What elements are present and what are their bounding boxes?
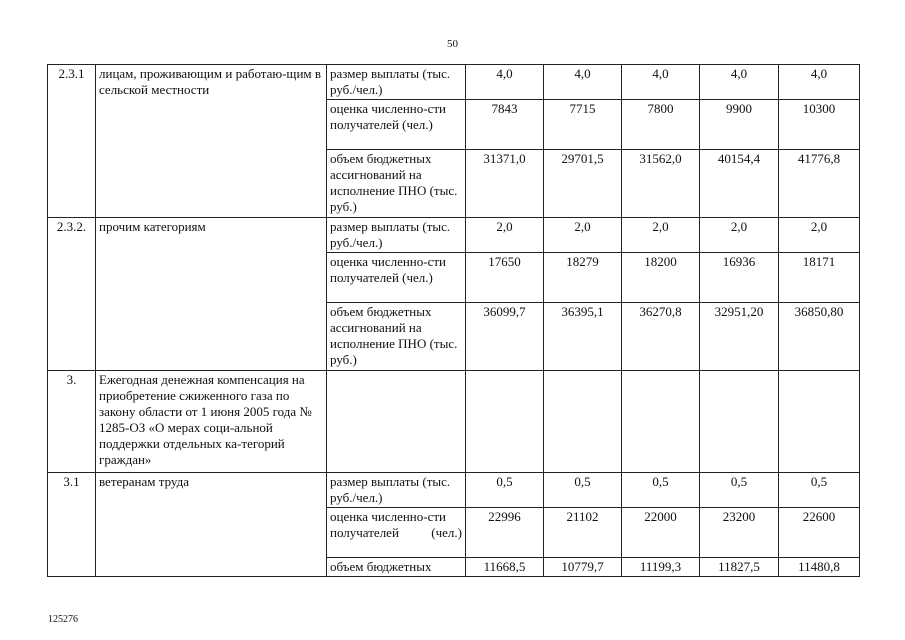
metric-label: оценка численно-сти получателей (чел.) [327,253,466,303]
item-description: Ежегодная денежная компенсация на приобретение сжиженного газа по закону области от 1 июня 2005 года № 1285-ОЗ «О мерах соци-альной поддержки отдельных ка-тегорий граждан» [96,371,327,473]
value-cell: 0,5 [700,473,779,508]
value-cell: 40154,4 [700,150,779,218]
value-cell: 31562,0 [622,150,700,218]
value-cell: 7715 [544,100,622,150]
value-cell: 2,0 [544,218,622,253]
document-code: 125276 [48,614,78,625]
value-cell: 0,5 [466,473,544,508]
metric-label: объем бюджетных [327,558,466,577]
value-cell: 7800 [622,100,700,150]
table-row [48,65,860,100]
metric-label: размер выплаты (тыс. руб./чел.) [327,65,466,100]
item-description: ветеранам труда [96,473,327,577]
table-row [48,473,860,508]
value-cell: 2,0 [700,218,779,253]
value-cell: 7843 [466,100,544,150]
value-cell: 0,5 [779,473,860,508]
empty-cell [779,371,860,473]
table-row [48,218,860,253]
value-cell: 18171 [779,253,860,303]
value-cell: 2,0 [466,218,544,253]
value-cell: 11827,5 [700,558,779,577]
value-cell: 4,0 [466,65,544,100]
value-cell: 23200 [700,508,779,558]
value-cell: 32951,20 [700,303,779,371]
page-number: 50 [447,38,458,50]
value-cell: 4,0 [700,65,779,100]
value-cell: 9900 [700,100,779,150]
item-number: 2.3.2. [48,218,96,371]
value-cell: 0,5 [544,473,622,508]
empty-cell [700,371,779,473]
value-cell: 36270,8 [622,303,700,371]
metric-label: объем бюджетных ассигнований на исполнение ПНО (тыс. руб.) [327,303,466,371]
value-cell: 22600 [779,508,860,558]
empty-cell [622,371,700,473]
value-cell: 10779,7 [544,558,622,577]
value-cell: 29701,5 [544,150,622,218]
empty-cell [466,371,544,473]
value-cell: 4,0 [622,65,700,100]
value-cell: 18200 [622,253,700,303]
item-number: 3.1 [48,473,96,577]
value-cell: 4,0 [544,65,622,100]
value-cell: 22000 [622,508,700,558]
table-row [48,371,860,473]
value-cell: 16936 [700,253,779,303]
item-description: прочим категориям [96,218,327,371]
metric-label: размер выплаты (тыс. руб./чел.) [327,218,466,253]
item-description: лицам, проживающим и работаю-щим в сельской местности [96,65,327,218]
value-cell: 0,5 [622,473,700,508]
value-cell: 36395,1 [544,303,622,371]
value-cell: 11480,8 [779,558,860,577]
value-cell: 11199,3 [622,558,700,577]
value-cell: 22996 [466,508,544,558]
value-cell: 31371,0 [466,150,544,218]
item-number: 3. [48,371,96,473]
metric-label: оценка численно-сти получателей (чел.) [327,508,466,558]
value-cell: 21102 [544,508,622,558]
metric-label: размер выплаты (тыс. руб./чел.) [327,473,466,508]
value-cell: 2,0 [779,218,860,253]
value-cell: 36099,7 [466,303,544,371]
value-cell: 10300 [779,100,860,150]
metric-label: оценка численно-сти получателей (чел.) [327,100,466,150]
value-cell: 18279 [544,253,622,303]
value-cell: 11668,5 [466,558,544,577]
value-cell: 36850,80 [779,303,860,371]
value-cell: 2,0 [622,218,700,253]
program-indicators-table [47,64,860,577]
value-cell: 41776,8 [779,150,860,218]
empty-cell [327,371,466,473]
value-cell: 4,0 [779,65,860,100]
metric-label: объем бюджетных ассигнований на исполнение ПНО (тыс. руб.) [327,150,466,218]
value-cell: 17650 [466,253,544,303]
item-number: 2.3.1 [48,65,96,218]
empty-cell [544,371,622,473]
